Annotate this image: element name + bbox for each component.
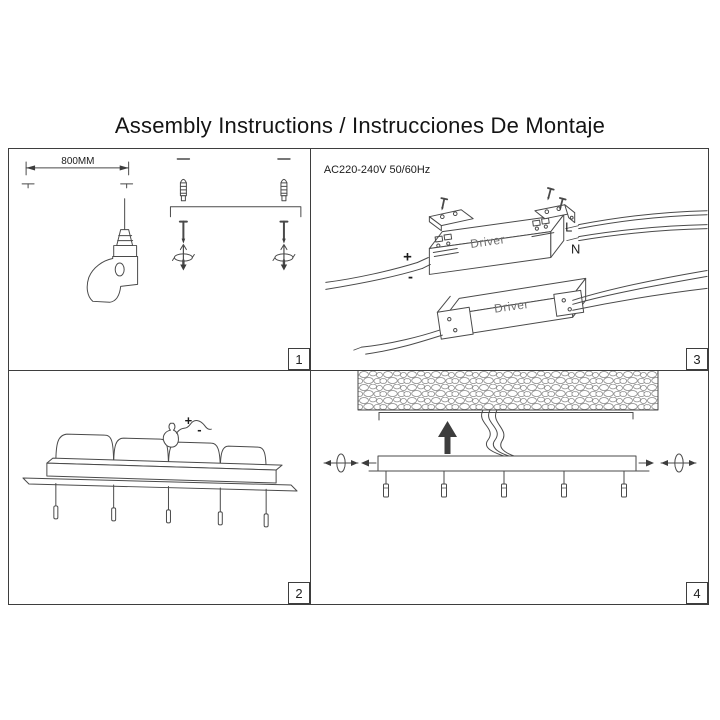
dimension-label: 800MM (61, 155, 95, 167)
page-title: Assembly Instructions / Instrucciones De Montaje (114, 113, 606, 138)
canopy-icon (369, 456, 649, 471)
instruction-grid (8, 148, 709, 605)
step-number-2: 2 (288, 582, 310, 604)
step2-drawing (9, 371, 310, 604)
mounting-bracket-icon (170, 207, 300, 217)
pendant-light-icon (23, 458, 297, 527)
screw-rotation-icon-left (324, 454, 376, 472)
panel-step-2 (9, 371, 311, 604)
ceiling-hatch-icon (358, 371, 658, 420)
up-arrow-icon (438, 421, 457, 454)
wires-icon (482, 410, 525, 459)
plus-label: + (403, 248, 412, 266)
plus-label: + (184, 413, 193, 429)
step-number-1: 1 (288, 348, 310, 370)
panel-step-1 (9, 149, 311, 371)
step3-drawing (311, 149, 708, 370)
cover-plate-left (429, 210, 473, 231)
driver-box-bottom (437, 278, 585, 339)
drill-mark-icon (22, 184, 132, 188)
driver-label-top: Driver (469, 232, 506, 251)
connector-icon (163, 423, 178, 447)
mains-wires-right (566, 211, 707, 241)
panel-step-3 (311, 149, 708, 371)
wall-anchor-icon (180, 179, 287, 200)
live-label: L (565, 219, 573, 235)
step1-drawing (9, 149, 310, 370)
dimension-800mm (26, 156, 129, 175)
mini-screw-icon (439, 198, 447, 211)
screw-icon (180, 222, 288, 244)
step-number-3: 3 (686, 348, 708, 370)
squiggle-wire-icon (176, 421, 211, 434)
power-spec-label: AC220-240V 50/60Hz (323, 163, 431, 176)
minus-label: - (407, 268, 413, 286)
minus-label: - (197, 422, 202, 438)
neutral-label: N (571, 241, 581, 257)
driver-label-bottom: Driver (493, 296, 530, 316)
step-number-4: 4 (686, 582, 708, 604)
drill-icon (87, 199, 137, 303)
screw-rotation-icon-right (639, 454, 696, 472)
input-wires-left (326, 258, 431, 290)
screw-rotation-icon (172, 245, 294, 271)
step4-drawing (311, 371, 708, 604)
canopy-screws (384, 471, 627, 497)
mini-screw-icon (545, 188, 554, 201)
panel-step-4 (311, 371, 708, 604)
